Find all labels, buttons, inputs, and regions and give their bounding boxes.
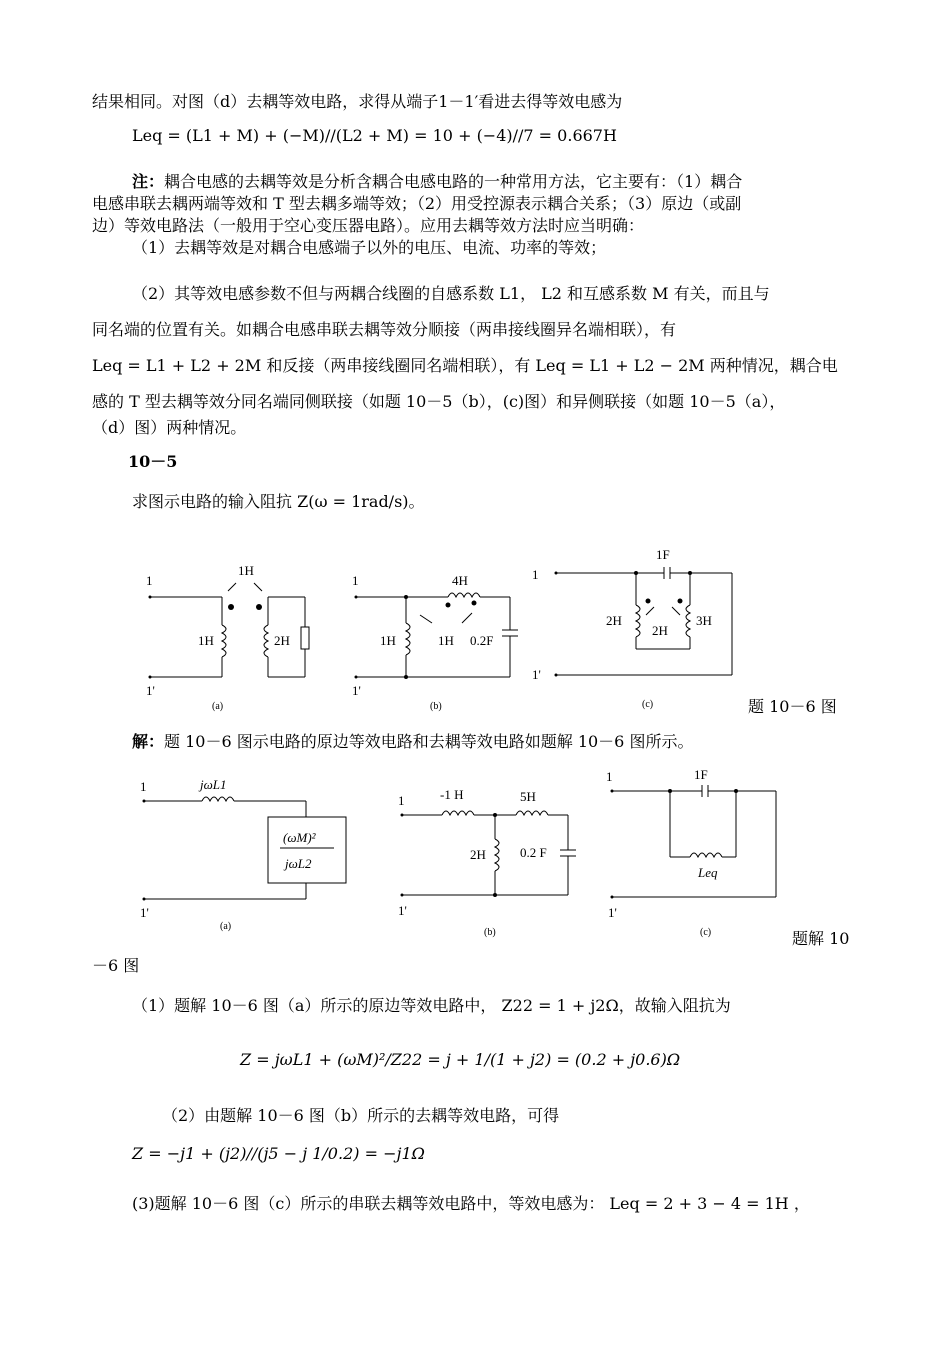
fig1-a-l2: 2H <box>274 633 290 648</box>
figure-2-caption-cont: －6 图 <box>92 956 140 975</box>
solution-circuit-b <box>402 811 576 895</box>
fig2-a-t2: 1' <box>140 905 149 920</box>
note-label: 注： <box>132 172 165 191</box>
solution-text: 题 10－6 图示电路的原边等效电路和去耦等效电路如题解 10－6 图所示。 <box>164 732 694 751</box>
fig2-b-t2: 1' <box>398 903 407 918</box>
note-line-3: 边）等效电路法（一般用于空心变压器电路）。应用去耦等效方法时应当明确： <box>92 216 645 235</box>
fig1-b-top: 4H <box>452 573 468 588</box>
fig1-b-c: 0.2F <box>470 633 494 648</box>
fig1-b-t2: 1' <box>352 683 361 698</box>
fig2-a-sub: (a) <box>220 921 232 932</box>
solution-step-1: （1）题解 10－6 图（a）所示的原边等效电路中， Z22 = 1 + j2Ω，故输入阻抗为 <box>132 996 731 1015</box>
problem-text: 求图示电路的输入阻抗 Z(ω = 1rad/s)。 <box>132 492 425 511</box>
solution-circuit-a <box>144 797 346 899</box>
note-item-2b: 同名端的位置有关。如耦合电感串联去耦等效分顺接（两串接线圈异名端相联），有 <box>92 320 677 339</box>
fig2-b-sub: (b) <box>484 927 496 938</box>
figure-1-caption: 题 10－6 图 <box>748 697 837 716</box>
fig2-b-c: 0.2 F <box>520 845 547 860</box>
note-line-1 <box>92 172 742 192</box>
fig1-a-t2: 1' <box>146 683 155 698</box>
solution-line <box>132 732 693 752</box>
problem-number: 10－5 <box>128 452 178 471</box>
para-1: 结果相同。对图（d）去耦等效电路，求得从端子1－1′看进去得等效电感为 <box>92 92 623 111</box>
equation-leq: Leq = (L1 + M) + (−M)//(L2 + M) = 10 + (−4)//7 = 0.667H <box>132 126 617 145</box>
fig1-c-cap: 1F <box>656 547 670 562</box>
note-item-2c: Leq = L1 + L2 + 2M 和反接（两串接线圈同名端相联），有 Leq = L1 + L2 − 2M 两种情况，耦合电 <box>92 356 838 375</box>
fig1-a-l1: 1H <box>198 633 214 648</box>
fig1-b-t1: 1 <box>352 573 359 588</box>
fig2-c-leq: Leq <box>698 865 718 880</box>
fig2-b-l3: 2H <box>470 847 486 862</box>
equation-z-b: Z = −j1 + (j2)//(j5 − j 1/0.2) = −j1Ω <box>132 1144 425 1163</box>
solution-step-2: （2）由题解 10－6 图（b）所示的去耦等效电路，可得 <box>162 1106 560 1125</box>
fig1-c-l1: 2H <box>606 613 622 628</box>
note-text-1: 耦合电感的去耦等效是分析含耦合电感电路的一种常用方法，它主要有：（1）耦合 <box>164 172 743 191</box>
solution-step-3: (3)题解 10－6 图（c）所示的串联去耦等效电路中，等效电感为： Leq = 2 + 3 − 4 = 1H ， <box>132 1194 810 1213</box>
equation-z-a: Z = jωL1 + (ωM)²/Z22 = j + 1/(1 + j2) = (0.2 + j0.6)Ω <box>240 1050 681 1069</box>
note-item-1: （1）去耦等效是对耦合电感端子以外的电压、电流、功率的等效； <box>132 238 607 257</box>
fig1-c-m: 2H <box>652 623 668 638</box>
fig2-a-den: jωL2 <box>285 856 312 871</box>
note-line-2: 电感串联去耦两端等效和 T 型去耦多端等效；（2）用受控源表示耦合关系；（3）原边（或副 <box>92 194 742 213</box>
fig1-a-sub: (a) <box>212 701 224 712</box>
fig2-b-l2: 5H <box>520 789 536 804</box>
fig1-a-m: 1H <box>238 563 254 578</box>
fig2-c-cap: 1F <box>694 767 708 782</box>
fig2-c-t1: 1 <box>606 769 613 784</box>
fig1-b-sub: (b) <box>430 701 442 712</box>
fig1-b-l1: 1H <box>380 633 396 648</box>
fig1-b-m: 1H <box>438 633 454 648</box>
fig1-c-sub: (c) <box>642 699 654 710</box>
fig1-a-t1: 1 <box>146 573 153 588</box>
fig1-c-t2: 1' <box>532 667 541 682</box>
solution-circuit-c <box>612 785 776 897</box>
fig2-c-t2: 1' <box>608 905 617 920</box>
fig2-b-t1: 1 <box>398 793 405 808</box>
figure-solution-10-6 <box>0 765 952 945</box>
fig2-a-t1: 1 <box>140 779 147 794</box>
figure-2-caption: 题解 10 <box>792 929 850 948</box>
fig2-b-l1: -1 H <box>440 787 464 802</box>
fig2-a-num: (ωM)² <box>283 830 316 845</box>
fig2-a-top: jωL1 <box>200 777 227 792</box>
fig1-c-t1: 1 <box>532 567 539 582</box>
note-item-2: （2）其等效电感参数不但与两耦合线圈的自感系数 L1， L2 和互感系数 M 有关，而且与 <box>132 284 770 303</box>
solution-label: 解： <box>132 732 165 751</box>
circuit-a <box>150 583 309 677</box>
fig2-c-sub: (c) <box>700 927 712 938</box>
fig1-c-l2: 3H <box>696 613 712 628</box>
note-item-2d: 感的 T 型去耦等效分同名端同侧联接（如题 10－5（b），(c)图）和异侧联接（如题 10－5（a）， <box>92 392 786 411</box>
note-item-2e: （d）图）两种情况。 <box>92 418 247 437</box>
